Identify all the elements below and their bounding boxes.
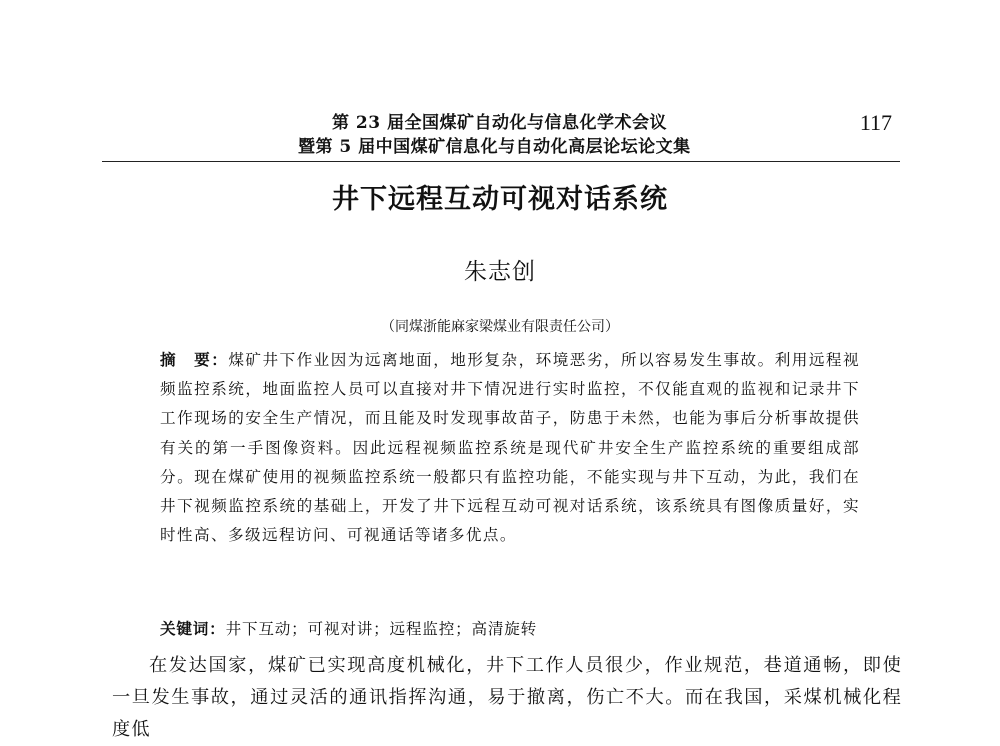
- running-head: [0, 108, 1000, 160]
- page-number: 117: [859, 110, 892, 135]
- paper-title: 井下远程互动可视对话系统: [332, 184, 668, 215]
- keywords-text: 井下互动；可视对讲；远程监控；高清旋转: [225, 620, 538, 638]
- abstract: [160, 346, 860, 550]
- keywords: [160, 617, 860, 641]
- body-paragraph: 在发达国家，煤矿已实现高度机械化，井下工作人员很少，作业规范，巷道通畅，即使一旦发生事故，通过灵活的通讯指挥沟通，易于撤离，伤亡不大。而在我国，采煤机械化程度低: [112, 655, 902, 740]
- author-affiliation: （同煤浙能麻家梁煤业有限责任公司）: [381, 319, 619, 335]
- keywords-label: 关键词：: [160, 620, 226, 638]
- running-head-line-2: 暨第 5 届中国煤矿信息化与自动化高层论坛论文集: [298, 137, 691, 157]
- abstract-label: 摘 要：: [160, 351, 229, 369]
- running-head-line-1: 第 23 届全国煤矿自动化与信息化学术会议: [332, 113, 667, 133]
- header-rule: [102, 161, 900, 162]
- author-name: 朱志创: [464, 259, 536, 285]
- abstract-text: 煤矿井下作业因为远离地面，地形复杂，环境恶劣，所以容易发生事故。利用远程视频监控系统，地面监控人员可以直接对井下情况进行实时监控，不仅能直观的监视和记录井下工作现场的安全生产情况，而且能及时发现事故苗子，防患于未然，也能为事后分析事故提供有关的第一手图像资料。因此远程视频监控系统是现代矿井安全生产监控系统的重要组成部分。现在煤矿使用的视频监控系统一般都只有监控功能，不能实现与井下互动，为此，我们在井下视频监控系统的基础上，开发了井下远程互动可视对话系统，该系统具有图像质量好，实时性高、多级远程访问、可视通话等诸多优点。: [160, 351, 860, 545]
